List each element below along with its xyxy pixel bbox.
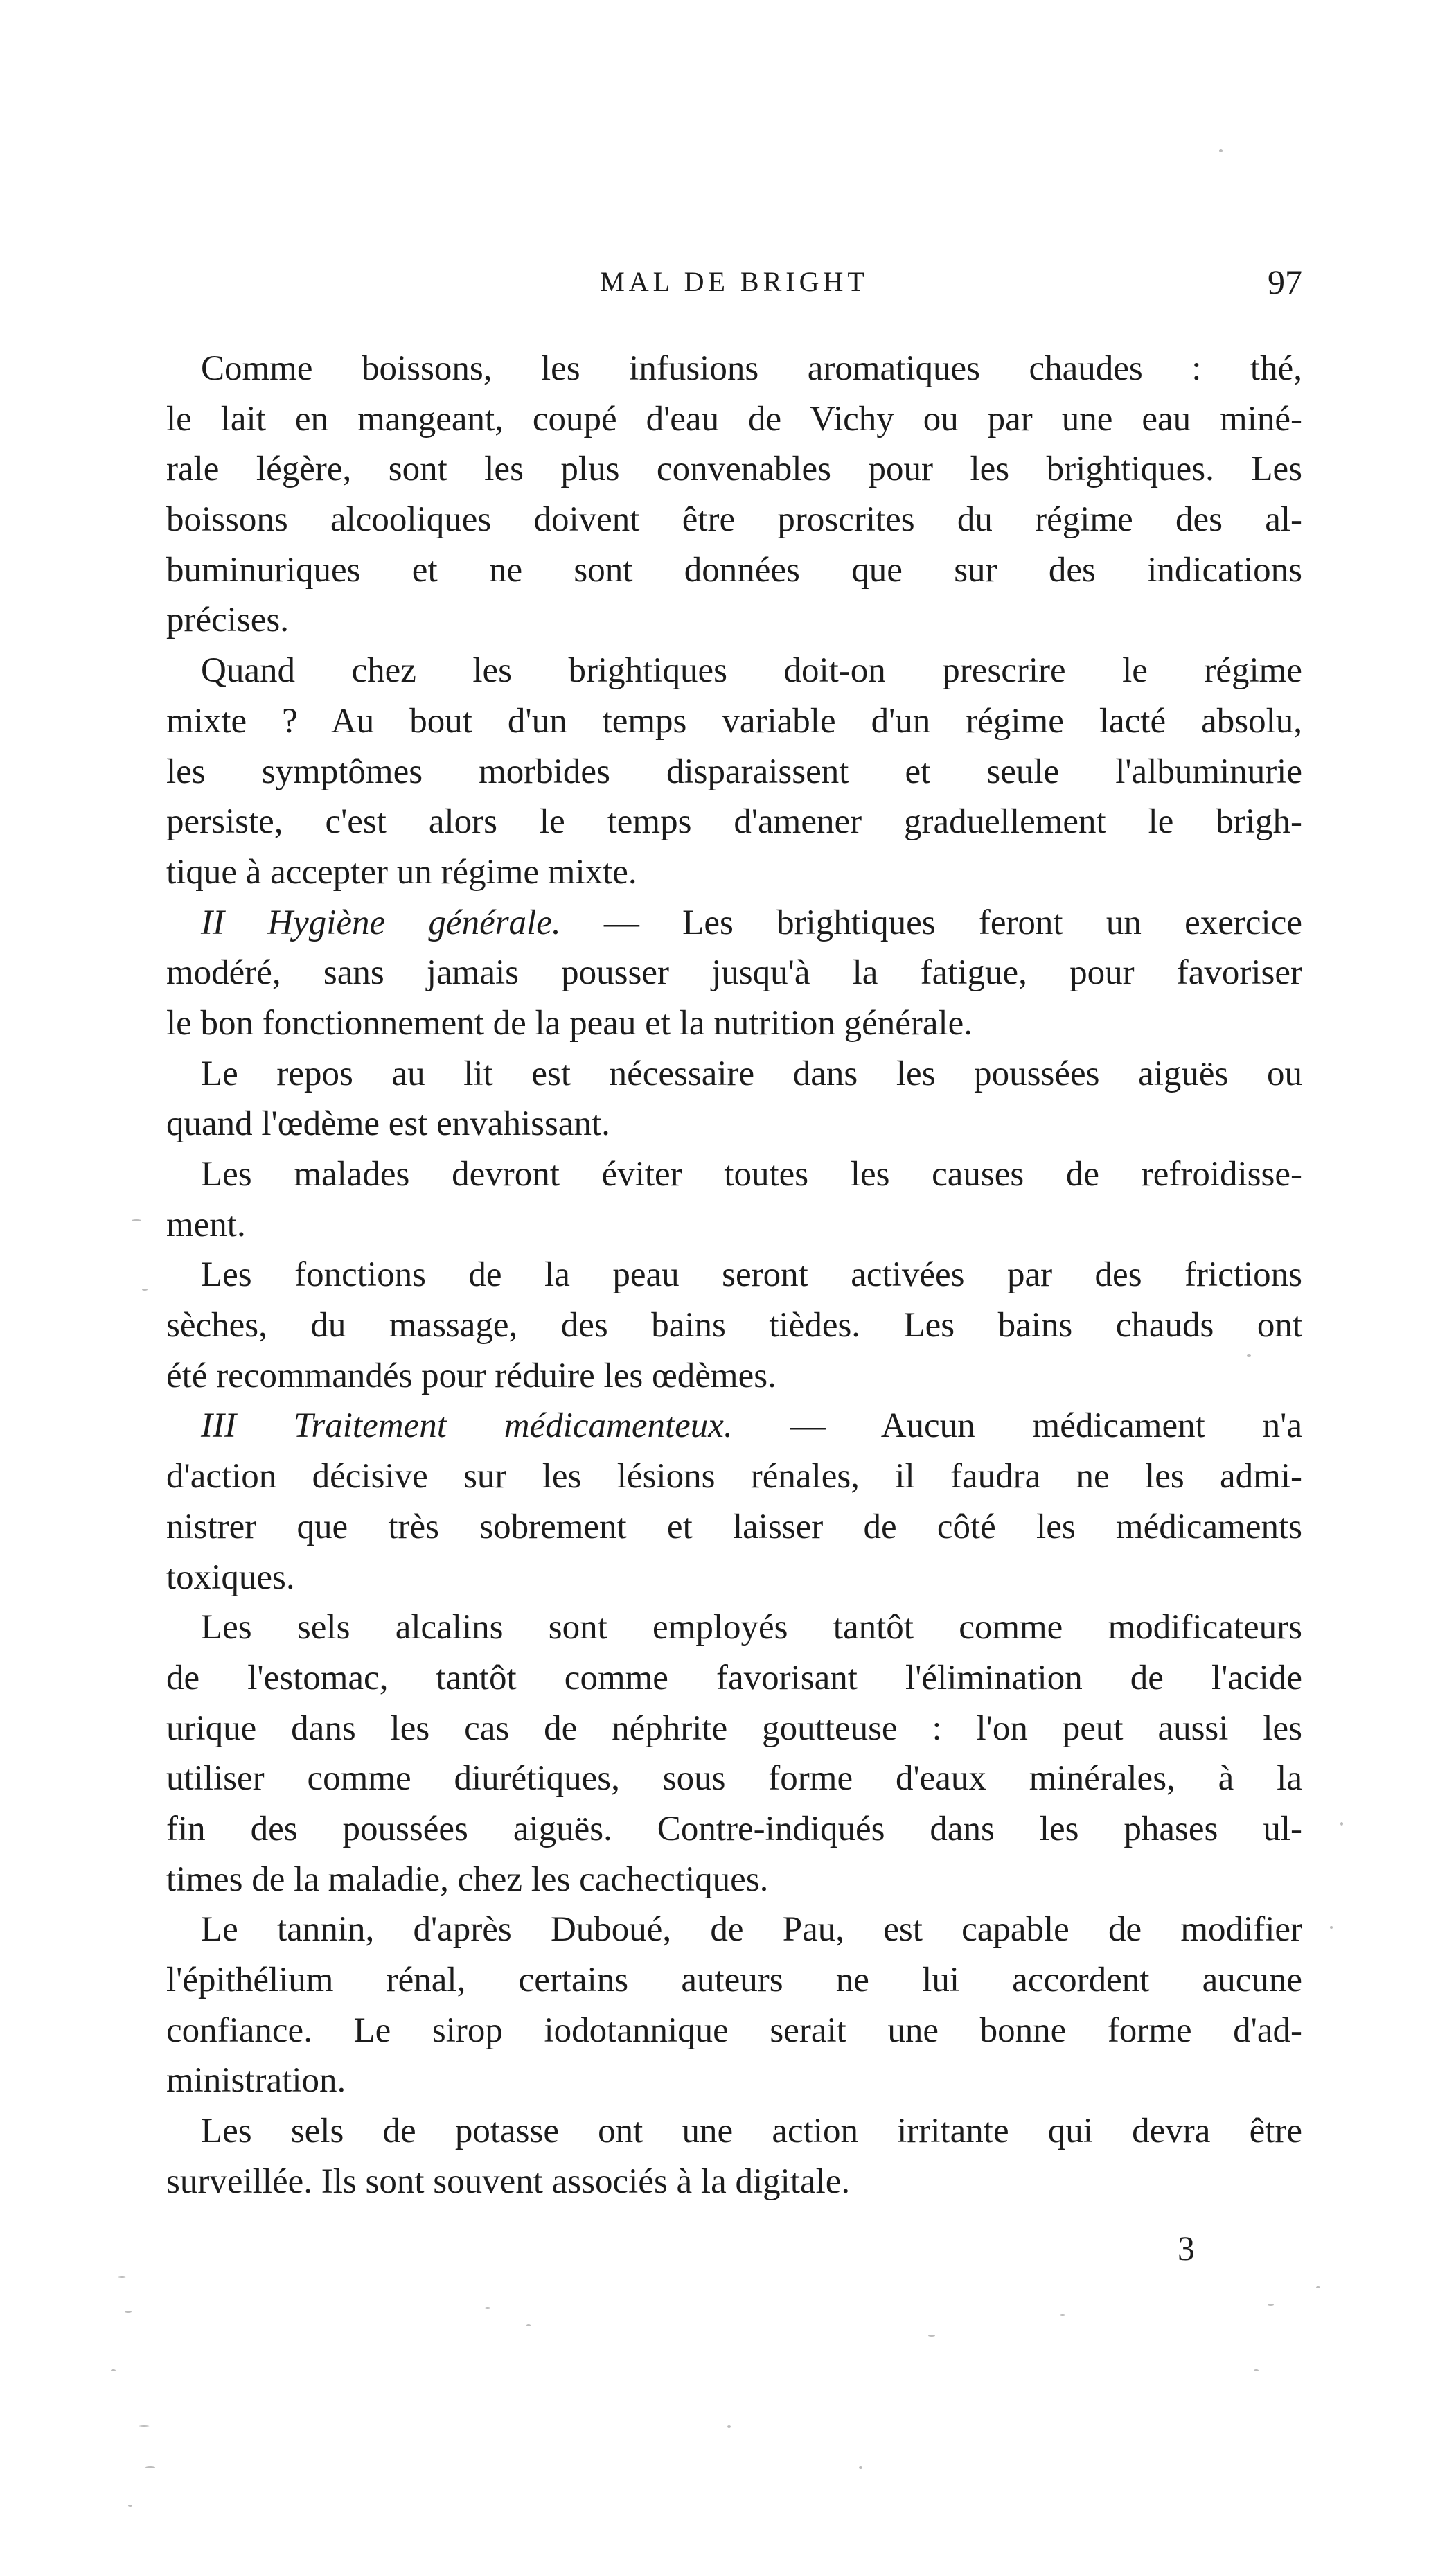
scan-speck	[118, 2276, 126, 2278]
signature-mark: 3	[1178, 2229, 1195, 2268]
section-heading-line	[166, 1401, 1302, 1451]
scan-speck	[928, 2335, 935, 2337]
text-line: times de la maladie, chez les cachectiques.	[166, 1859, 769, 1899]
scan-speck	[1219, 149, 1223, 152]
text-line: Les malades devront éviter toutes les causes de refroidisse-	[201, 1155, 1302, 1194]
scan-speck	[1316, 2286, 1320, 2288]
text-line: le lait en mangeant, coupé d'eau de Vichy ou par une eau miné-	[166, 399, 1302, 439]
section-heading-hygiene: II Hygiène générale.	[201, 903, 561, 942]
text-line: ment.	[166, 1205, 246, 1244]
scan-speck	[526, 2324, 531, 2326]
scan-speck	[132, 1219, 141, 1221]
scan-speck	[125, 2311, 132, 2313]
text-line: ministration.	[166, 2061, 346, 2101]
section-heading-rest: — Les brightiques feront un exercice	[560, 903, 1302, 942]
text-line: fin des poussées aiguës. Contre-indiqués dans les phases ul-	[166, 1809, 1302, 1848]
section-heading-line	[166, 898, 1302, 948]
running-head	[166, 258, 1302, 306]
scan-speck	[859, 2466, 862, 2469]
scan-speck	[111, 2369, 116, 2371]
scan-speck	[1330, 1926, 1333, 1929]
text-line: Les fonctions de la peau seront activées par des frictions	[201, 1255, 1302, 1295]
text-line: boissons alcooliques doivent être proscrites du régime des al-	[166, 500, 1302, 540]
text-line: quand l'œdème est envahissant.	[166, 1104, 610, 1144]
text-line: Le repos au lit est nécessaire dans les poussées aiguës ou	[201, 1054, 1302, 1093]
text-line: mixte ? Au bout d'un temps variable d'un régime lacté absolu,	[166, 701, 1302, 741]
text-line: le bon fonctionnement de la peau et la nutrition générale.	[166, 1003, 973, 1043]
running-title: MAL DE BRIGHT	[600, 266, 869, 297]
text-line: surveillée. Ils sont souvent associés à la digitale.	[166, 2162, 851, 2201]
scan-speck	[1268, 2304, 1274, 2306]
text-line: utiliser comme diurétiques, sous forme d'eaux minérales, à la	[166, 1759, 1302, 1799]
scan-speck	[727, 2425, 731, 2428]
text-line: été recommandés pour réduire les œdèmes.	[166, 1356, 776, 1395]
text-line: les symptômes morbides disparaissent et seule l'albuminurie	[166, 752, 1302, 791]
text-line: buminuriques et ne sont données que sur des indications	[166, 550, 1302, 590]
section-heading-rest: — Aucun médicament n'a	[732, 1406, 1303, 1446]
text-line: Les sels de potasse ont une action irritante qui devra être	[201, 2112, 1302, 2151]
text-line: urique dans les cas de néphrite goutteuse : l'on peut aussi les	[166, 1708, 1302, 1748]
text-line: de l'estomac, tantôt comme favorisant l'élimination de l'acide	[166, 1658, 1302, 1697]
text-line: sèches, du massage, des bains tièdes. Les bains chauds ont	[166, 1306, 1302, 1345]
scan-speck	[139, 2425, 150, 2427]
scan-speck	[1340, 1822, 1343, 1826]
text-line: tique à accepter un régime mixte.	[166, 852, 637, 892]
scan-speck	[1060, 2314, 1065, 2316]
scan-speck	[142, 1289, 148, 1291]
scan-speck	[1247, 1354, 1251, 1357]
page-number: 97	[1268, 263, 1302, 301]
text-line: Le tannin, d'après Duboué, de Pau, est capable de modifier	[201, 1910, 1302, 1950]
text-line: Quand chez les brightiques doit-on prescrire le régime	[201, 651, 1302, 691]
text-line: Comme boissons, les infusions aromatiques chaudes : thé,	[201, 349, 1302, 388]
scan-speck	[145, 2466, 155, 2468]
text-line: rale légère, sont les plus convenables pour les brightiques. Les	[166, 450, 1302, 489]
text-line: nistrer que très sobrement et laisser de côté les médicaments	[166, 1507, 1302, 1546]
text-line: modéré, sans jamais pousser jusqu'à la fatigue, pour favoriser	[166, 953, 1302, 993]
text-line: confiance. Le sirop iodotannique serait une bonne forme d'ad-	[166, 2011, 1302, 2050]
scan-speck	[1254, 2369, 1259, 2371]
text-line: Les sels alcalins sont employés tantôt comme modificateurs	[201, 1608, 1302, 1647]
section-heading-traitement: III Traitement médicamenteux.	[201, 1406, 733, 1446]
text-line: d'action décisive sur les lésions rénales, il faudra ne les admi-	[166, 1457, 1302, 1496]
text-line: toxiques.	[166, 1557, 295, 1597]
text-line: persiste, c'est alors le temps d'amener graduellement le brigh-	[166, 802, 1302, 842]
scan-speck	[485, 2307, 490, 2309]
text-line: précises.	[166, 601, 290, 640]
scan-speck	[128, 2505, 132, 2507]
body-text	[166, 344, 1302, 2207]
text-line: l'épithélium rénal, certains auteurs ne lui accordent aucune	[166, 1961, 1302, 1999]
